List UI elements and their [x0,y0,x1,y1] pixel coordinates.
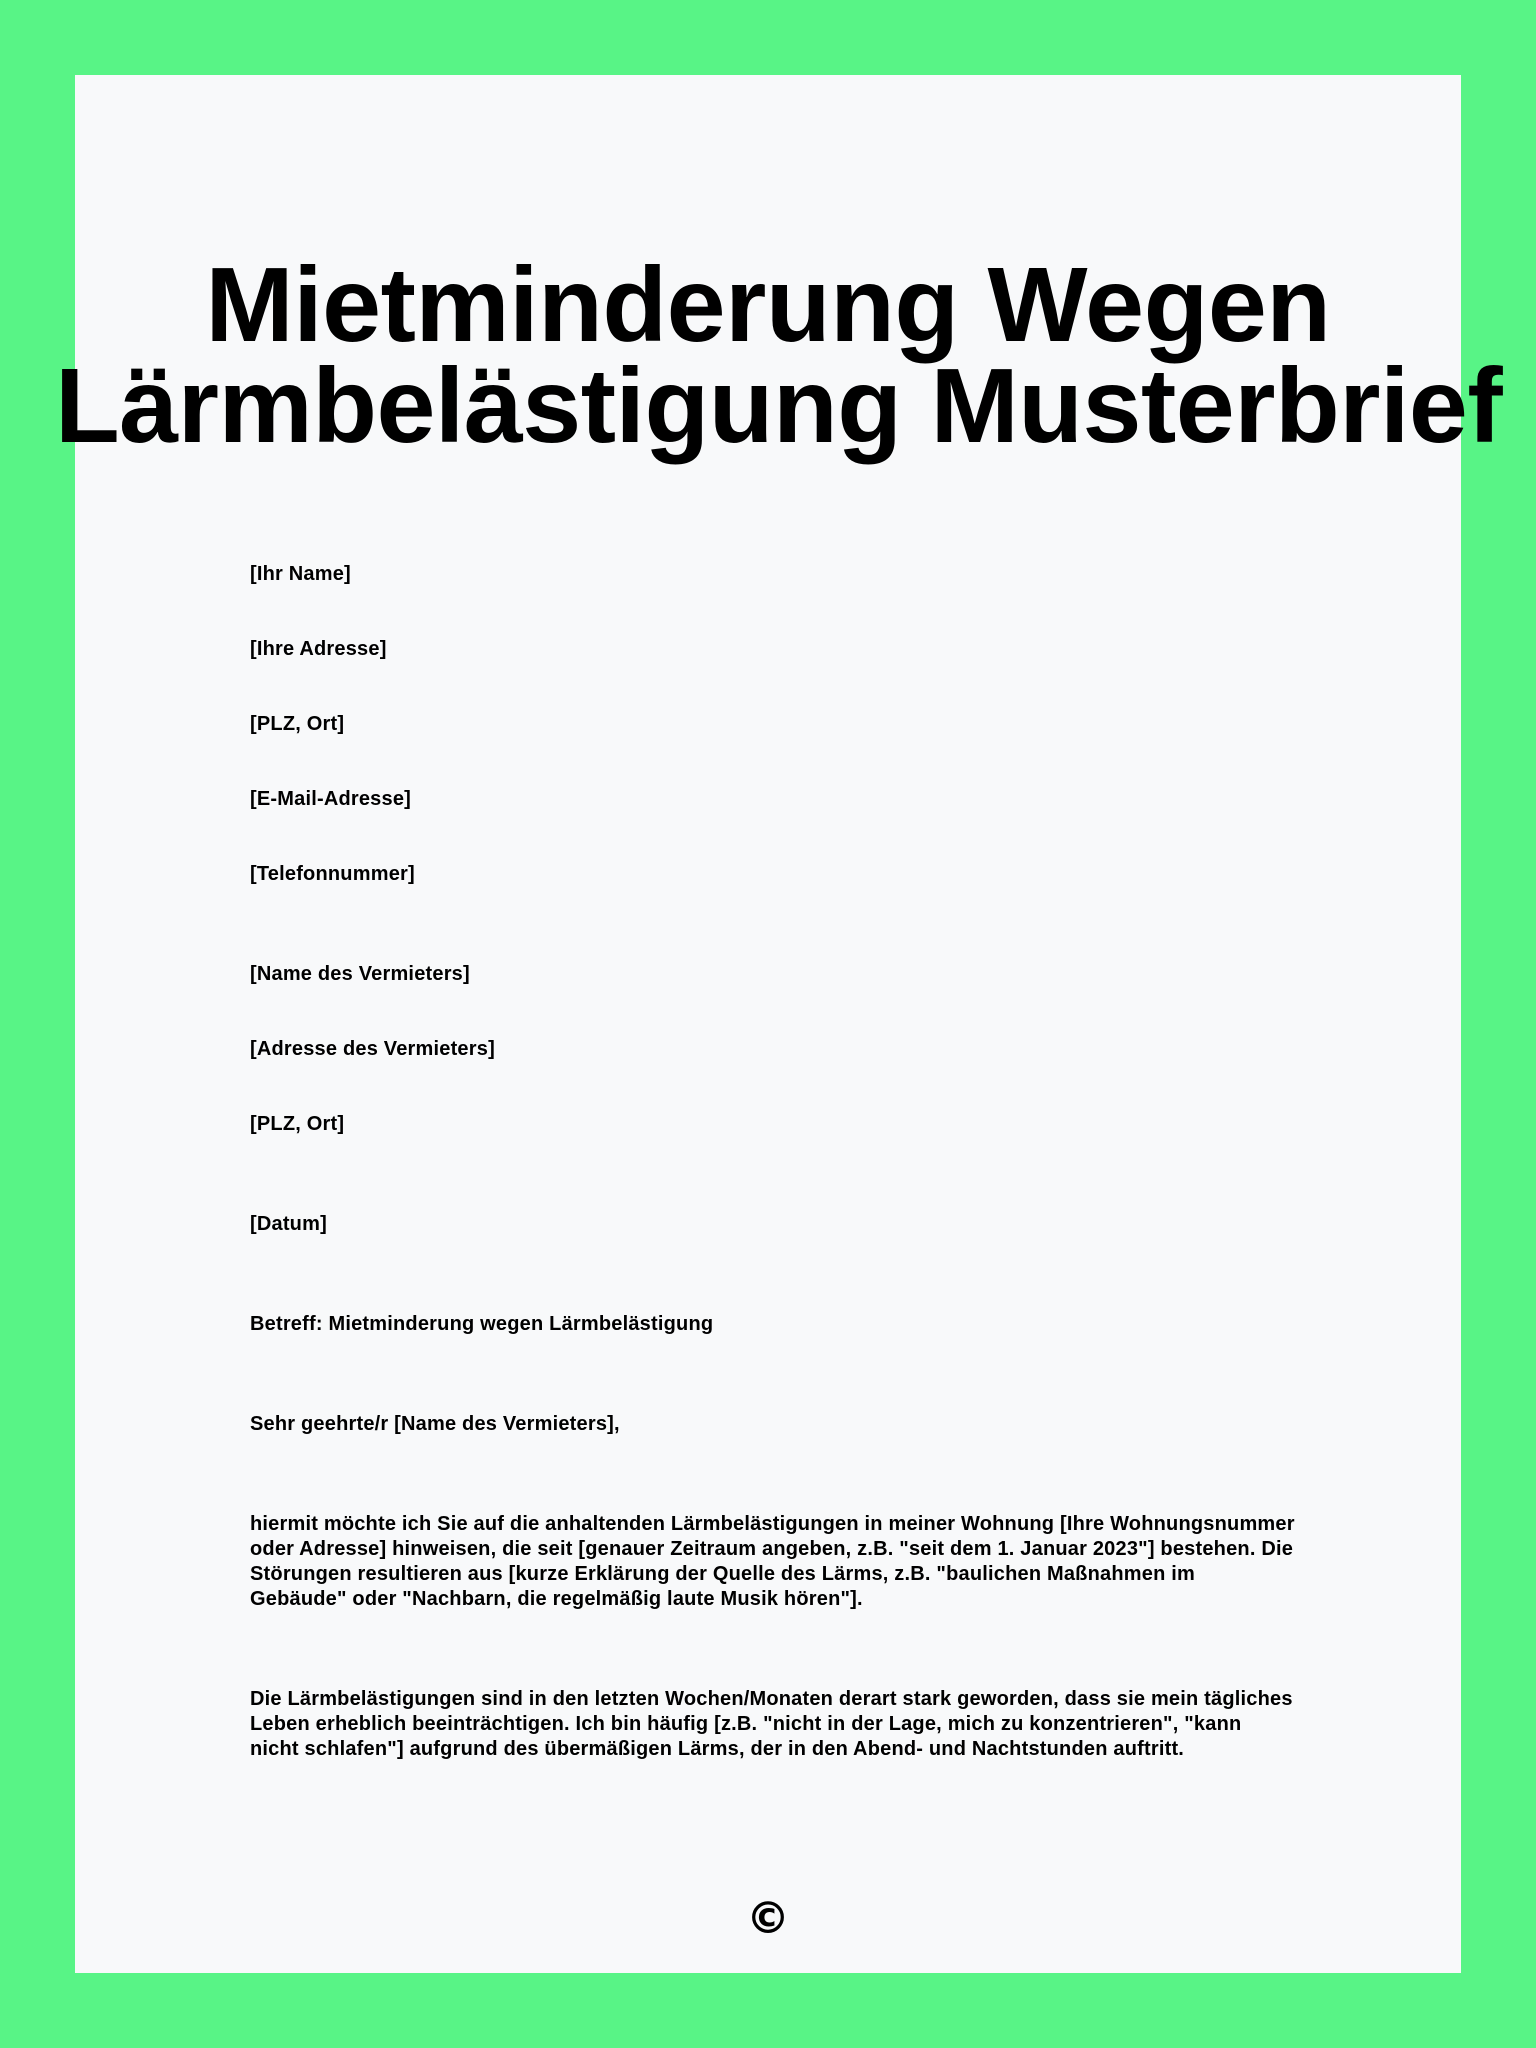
page-title [55,246,1503,465]
body-paragraph-2: Die Lärmbelästigungen sind in den letzten Wochen/Monaten derart stark geworden, dass sie mein tägliches Leben erheblich beeinträchtigen. Ich bin häufig [z.B. "nicht in der Lage, mich zu konzentrieren", "kann nicht schlafen"] aufgrund des übermäßigen Lärms, der in den Abend- und Nachtstunden auftritt. [250,1688,1293,1760]
recipient-name: [Name des Vermieters] [250,963,470,985]
letter-page [55,75,1503,1973]
sender-phone: [Telefonnummer] [250,863,415,885]
body-paragraph-1: hiermit möchte ich Sie auf die anhaltenden Lärmbelästigungen in meiner Wohnung [Ihre Wohnungsnummer oder Adresse] hinweisen, die seit [genauer Zeitraum angeben, z.B. "seit dem 1. Januar 2023"] bestehen. Die Störungen resultieren aus [kurze Erklärung der Quelle des Lärms, z.B. "baulichen Maßnahmen im Gebäude" oder "Nachbarn, die regelmäßig laute Musik hören"]. [250,1513,1295,1610]
sender-name: [Ihr Name] [250,563,351,585]
sender-address: [Ihre Adresse] [250,638,387,660]
recipient-zip-city: [PLZ, Ort] [250,1113,345,1135]
sender-zip-city: [PLZ, Ort] [250,713,345,735]
title-line-2: Lärmbelästigung Musterbrief [55,347,1503,465]
sender-email: [E-Mail-Adresse] [250,788,412,810]
recipient-address: [Adresse des Vermieters] [250,1038,495,1060]
title-line-1: Mietminderung Wegen [205,246,1331,364]
copyright-icon: © [746,1893,790,1944]
subject-line: Betreff: Mietminderung wegen Lärmbelästigung [250,1313,714,1335]
salutation: Sehr geehrte/r [Name des Vermieters], [250,1413,620,1435]
letter-date: [Datum] [250,1213,327,1235]
